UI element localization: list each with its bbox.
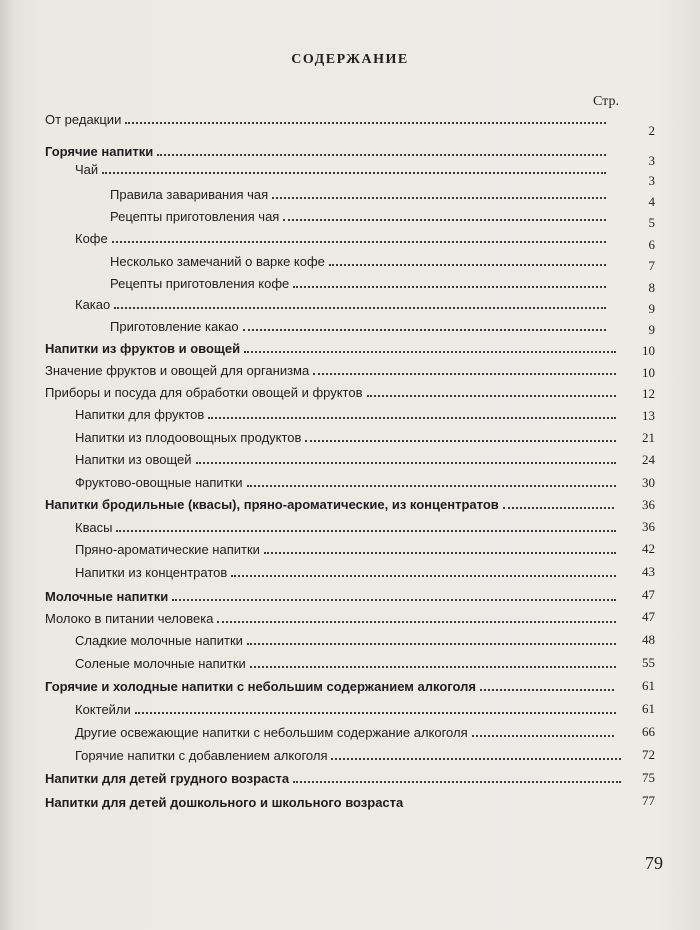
dot-leader [293,285,606,288]
dot-leader [243,328,606,331]
dot-leader [367,394,616,397]
toc-entry [75,226,610,246]
dot-leader [247,642,616,645]
toc-entry-label: Приготовление какао [110,319,239,334]
toc-entry-page: 9 [648,322,655,337]
toc-entry-label: От редакции [45,112,122,127]
toc-entry-page: 13 [642,408,655,423]
toc-entry-label: Молоко в питании человека [45,611,214,626]
toc-entry-page: 77 [642,793,655,808]
toc-entry [75,292,610,312]
toc-entry-page: 61 [642,701,655,716]
toc-entry-page: 21 [642,430,655,445]
toc-entry [45,766,625,786]
toc-entry [75,515,620,535]
toc-entry-label: Напитки из фруктов и овощей [45,341,241,356]
toc-entry-label: Сладкие молочные напитки [75,633,243,648]
toc-entry-page: 4 [648,194,655,209]
toc-entry-page: 75 [642,770,655,785]
toc-entry-label: Приборы и посуда для обработки овощей и фруктов [45,385,363,400]
dot-leader [272,196,606,199]
page-title: СОДЕРЖАНИЕ [291,52,409,67]
toc-entry [45,674,618,694]
toc-entry-page: 47 [642,609,655,624]
toc-entry-label: Напитки бродильные (квасы), пряно-ароматические, из концентратов [45,497,499,512]
dot-leader [264,551,616,554]
toc-entry [45,336,620,356]
toc-entry-label: Пряно-ароматические напитки [75,542,260,557]
toc-entry-page: 42 [642,541,655,556]
toc-entry-page: 5 [648,215,655,230]
toc-entry [45,358,620,378]
dot-leader [114,306,606,309]
dot-leader [472,734,614,737]
toc-entry-page: 8 [648,280,655,295]
toc-entry [45,492,618,512]
toc-entry-page: 61 [642,678,655,693]
toc-entry-page: 10 [642,365,655,380]
dot-leader [305,439,616,442]
dot-leader [329,263,606,266]
toc-entry [45,139,610,159]
dot-leader [247,484,616,487]
toc-entry [75,560,620,580]
toc-entry-label: Правила заваривания чая [110,187,269,202]
dot-leader [196,461,616,464]
toc-entry-label: Значение фруктов и овощей для организма [45,363,310,378]
toc-entry-label: Рецепты приготовления кофе [110,276,290,291]
page-column-label: Стр. [593,94,619,109]
toc-entry-label: Напитки для фруктов [75,407,205,422]
toc-entry-page: 30 [642,475,655,490]
toc-entry [45,380,620,400]
toc-entry-page: 12 [642,386,655,401]
toc-entry-page: 3 [648,173,655,188]
dot-leader [283,218,606,221]
toc-entry [75,720,618,740]
toc-entry-label: Напитки для детей грудного возраста [45,771,290,786]
dot-leader [480,688,614,691]
toc-entry-page: 48 [642,632,655,647]
toc-entry [45,107,610,127]
toc-entry [110,182,610,202]
toc-entry [75,425,620,445]
toc-entry-page: 36 [642,519,655,534]
toc-entry [110,271,610,291]
toc-entry-label: Фруктово-овощные напитки [75,475,243,490]
toc-entry-label: Коктейли [75,702,131,717]
page-number: 79 [645,853,663,873]
toc-entry-page: 2 [648,123,655,138]
toc-entry-label: Горячие напитки [45,144,154,159]
toc-entry-page: 7 [648,258,655,273]
dot-leader [135,711,616,714]
toc-entry-label: Несколько замечаний о варке кофе [110,254,325,269]
toc-entry-page: 9 [648,301,655,316]
toc-entry-label: Рецепты приготовления чая [110,209,280,224]
toc-entry [75,651,620,671]
dot-leader [157,153,606,156]
dot-leader [293,780,621,783]
toc-entry [75,628,620,648]
toc-entry [75,743,625,763]
dot-leader [331,757,621,760]
toc-entry-label: Напитки из овощей [75,452,192,467]
toc-entry-label: Напитки для детей дошкольного и школьного возраста [45,795,404,810]
toc-entry [45,584,620,604]
toc-entry [75,537,620,557]
toc-entry-label: Напитки из концентратов [75,565,228,580]
toc-entry-label: Квасы [75,520,113,535]
dot-leader [250,665,616,668]
dot-leader [217,620,616,623]
dot-leader [116,529,616,532]
toc-entry-page: 36 [642,497,655,512]
dot-leader [102,171,606,174]
toc-entry-label: Горячие напитки с добавлением алкоголя [75,748,328,763]
toc-entry-page: 72 [642,747,655,762]
dot-leader [244,350,616,353]
toc-entry-label: Чай [75,162,99,177]
toc-entry-label: Горячие и холодные напитки с небольшим содержанием алкоголя [45,679,476,694]
toc-entry-label: Другие освежающие напитки с небольшим содержание алкоголя [75,725,468,740]
dot-leader [503,506,614,509]
toc-entry-label: Соленые молочные напитки [75,656,246,671]
toc-entry [45,606,620,626]
toc-entry-label: Напитки из плодоовощных продуктов [75,430,302,445]
toc-entry-page: 3 [648,153,655,168]
toc-entry-page: 55 [642,655,655,670]
toc-entry-page: 10 [642,343,655,358]
toc-entry [110,249,610,269]
toc-entry-label: Какао [75,297,111,312]
dot-leader [208,416,616,419]
toc-entry-page: 24 [642,452,655,467]
toc-entry [75,447,620,467]
dot-leader [231,574,616,577]
toc-entry-label: Молочные напитки [45,589,169,604]
dot-leader [125,121,606,124]
toc-entry-page: 6 [648,237,655,252]
toc-entry [110,314,610,334]
toc-entry [75,157,610,177]
toc-entry [110,204,610,224]
toc-entry [75,402,620,422]
dot-leader [313,372,616,375]
toc-entry-page: 66 [642,724,655,739]
toc-entry [45,790,485,810]
dot-leader [172,598,616,601]
dot-leader [112,240,606,243]
toc-entry-label: Кофе [75,231,108,246]
toc-entry-page: 43 [642,564,655,579]
toc-entry-page: 47 [642,587,655,602]
toc-entry [75,470,620,490]
toc-entry [75,697,620,717]
